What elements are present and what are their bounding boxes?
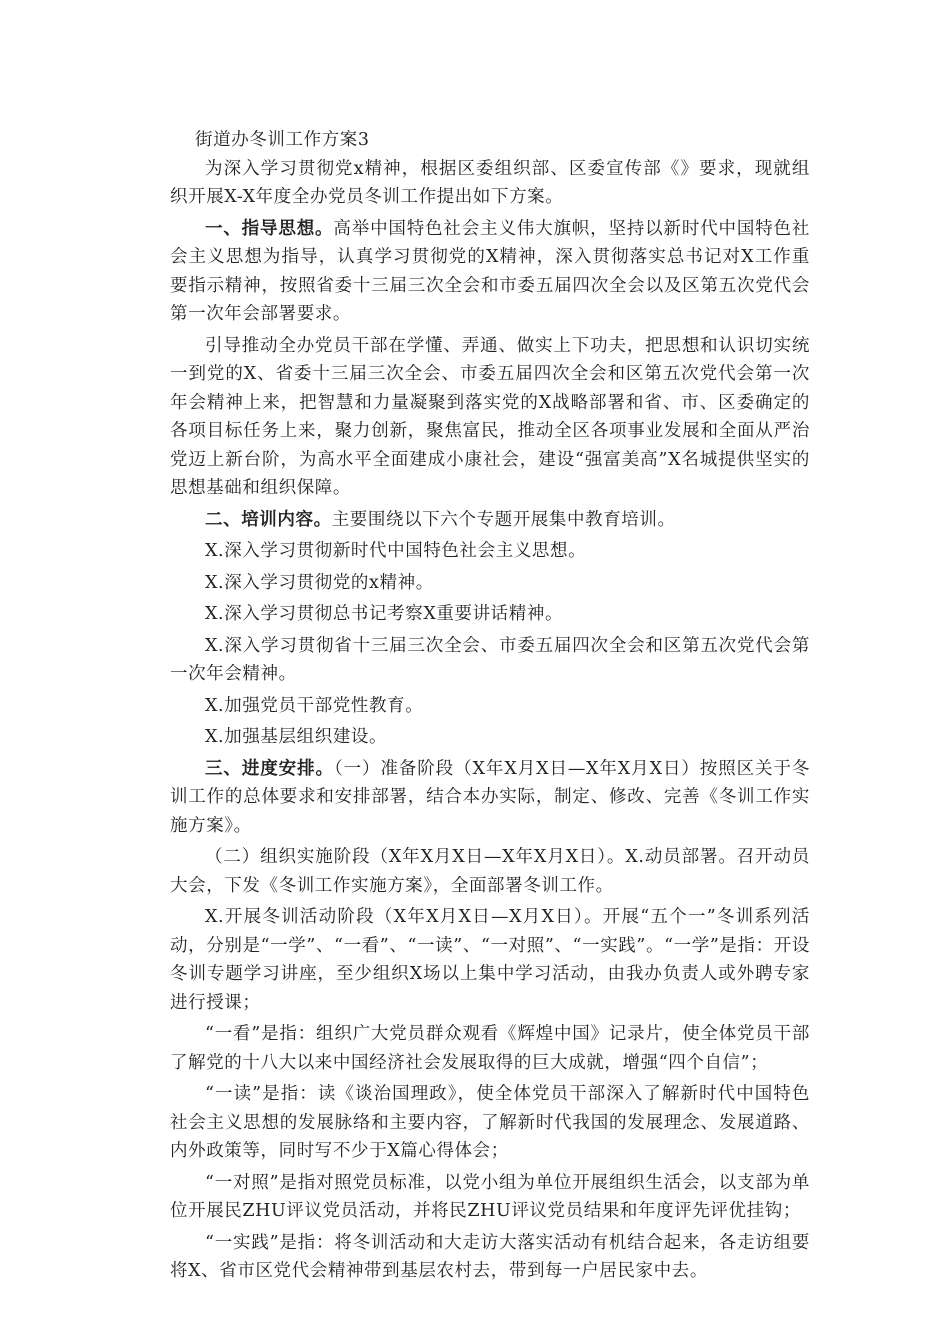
paragraph [170, 903, 810, 1017]
paragraph-text: 高举中国特色社会主义伟大旗帜，坚持以新时代中国特色社会主义思想为指导，认真学习贯彻党的X精神，深入贯彻落实总书记对X工作重要指示精神，按照省委十三届三次全会和市委五届四次全会以及区第五次党代会第一次年会部署要求。 [170, 218, 810, 324]
paragraph-text: （二）组织实施阶段（X年X月X日—X年X月X日）。X.动员部署。召开动员大会，下发《冬训工作实施方案》，全面部署冬训工作。 [170, 847, 810, 896]
section-heading: 二、培训内容。 [205, 509, 332, 530]
paragraph-text: X.加强基层组织建设。 [205, 727, 388, 747]
paragraph [170, 506, 810, 535]
paragraph [170, 155, 810, 212]
paragraph-text: （一）准备阶段（X年X月X日—X年X月X日）按照区关于冬训工作的总体要求和安排部署，结合本办实际，制定、修改、完善《冬训工作实施方案》。 [170, 758, 810, 836]
paragraph-text: 为深入学习贯彻党x精神，根据区委组织部、区委宣传部《》要求，现就组织开展X-X年度全办党员冬训工作提出如下方案。 [170, 158, 810, 207]
document-page [170, 126, 810, 1286]
document-body [170, 155, 810, 1286]
paragraph [170, 537, 810, 566]
paragraph-text: X.加强党员干部党性教育。 [205, 695, 424, 716]
paragraph [170, 215, 810, 329]
paragraph [170, 1229, 810, 1286]
paragraph-text: “一对照”是指对照党员标准，以党小组为单位开展组织生活会，以支部为单位开展民ZHU评议党员活动，并将民ZHU评议党员结果和年度评先评优挂钩； [170, 1172, 810, 1221]
paragraph-text: 主要围绕以下六个专题开展集中教育培训。 [331, 509, 676, 530]
section-heading: 三、进度安排。 [205, 758, 334, 779]
paragraph [170, 1020, 810, 1077]
paragraph-text: “一看”是指：组织广大党员群众观看《辉煌中国》记录片，使全体党员干部了解党的十八大以来中国经济社会发展取得的巨大成就，增强“四个自信”； [170, 1024, 810, 1073]
paragraph [170, 755, 810, 841]
paragraph [170, 332, 810, 503]
paragraph-text: X.深入学习贯彻新时代中国特色社会主义思想。 [205, 541, 587, 561]
paragraph [170, 692, 810, 721]
paragraph-text: 引导推动全办党员干部在学懂、弄通、做实上下功夫，把思想和认识切实统一到党的X、省委十三届三次全会、市委五届四次全会和区第五次党代会第一次年会精神上来，把智慧和力量凝聚到落实党的X战略部署和省、市、区委确定的各项目标任务上来，聚力创新，聚焦富民，推动全区各项事业发展和全面从严治党迈上新台阶，为高水平全面建成小康社会，建设“强富美高”X名城提供坚实的思想基础和组织保障。 [170, 335, 810, 498]
paragraph-text: X.开展冬训活动阶段（X年X月X日—X月X日）。开展“五个一”冬训系列活动，分别是“一学”、“一看”、“一读”、“一对照”、“一实践”。“一学”是指：开设冬训专题学习讲座，至少组织X场以上集中学习活动，由我办负责人或外聘专家进行授课； [170, 907, 810, 1013]
paragraph-text: X.深入学习贯彻总书记考察X重要讲话精神。 [205, 604, 564, 624]
paragraph [170, 843, 810, 900]
paragraph [170, 1080, 810, 1166]
paragraph [170, 632, 810, 689]
paragraph-text: “一读”是指：读《谈治国理政》，使全体党员干部深入了解新时代中国特色社会主义思想的发展脉络和主要内容，了解新时代我国的发展理念、发展道路、内外政策等，同时写不少于X篇心得体会； [170, 1084, 810, 1161]
paragraph [170, 723, 810, 752]
paragraph-text: X.深入学习贯彻省十三届三次全会、市委五届四次全会和区第五次党代会第一次年会精神。 [170, 635, 810, 684]
paragraph [170, 569, 810, 598]
paragraph [170, 1169, 810, 1226]
paragraph [170, 600, 810, 629]
paragraph-text: X.深入学习贯彻党的x精神。 [205, 572, 434, 593]
section-heading: 一、指导思想。 [205, 218, 334, 239]
document-title: 街道办冬训工作方案3 [195, 130, 370, 150]
paragraph-text: “一实践”是指：将冬训活动和大走访大落实活动有机结合起来，各走访组要将X、省市区党代会精神带到基层农村去，带到每一户居民家中去。 [170, 1232, 810, 1281]
